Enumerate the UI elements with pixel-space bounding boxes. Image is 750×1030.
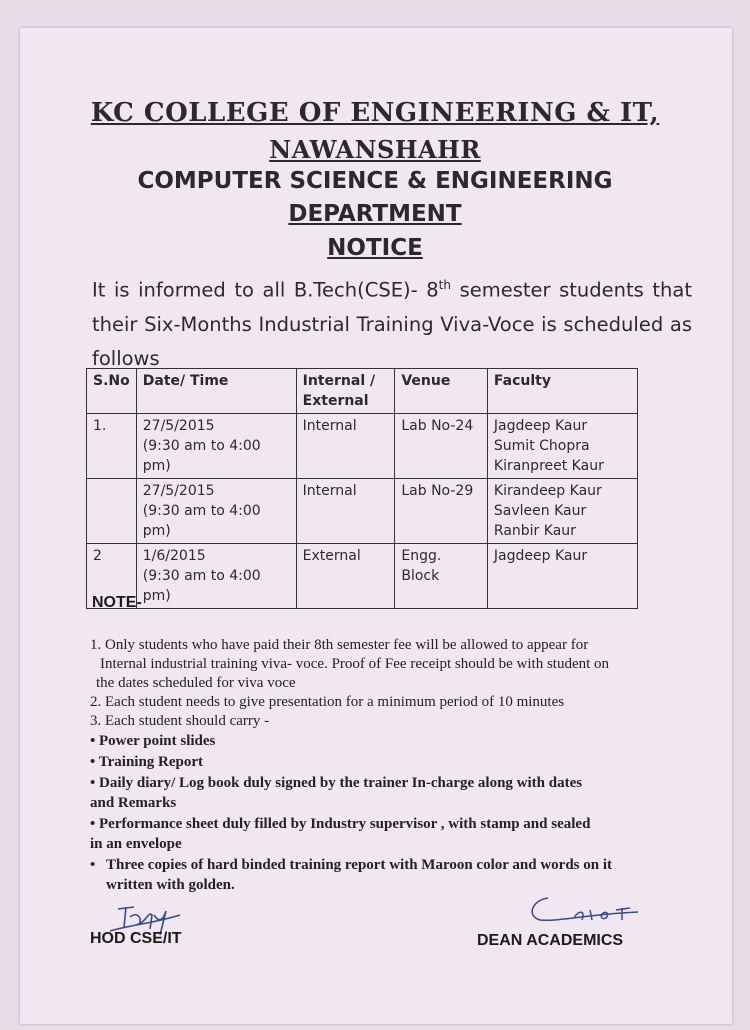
cell-venue: Engg. Block <box>395 544 488 609</box>
cell-faculty: Jagdeep Kaur <box>487 544 637 609</box>
note-2: 2. Each student needs to give presentation for a minimum period of 10 minutes <box>90 694 565 710</box>
college-city: NAWANSHAHR <box>269 135 481 164</box>
cell-date-time: 27/5/2015 (9:30 am to 4:00 pm) <box>136 479 296 544</box>
cell-date-time: 27/5/2015 (9:30 am to 4:00 pm) <box>136 414 296 479</box>
table-row <box>87 479 638 544</box>
note-1-line-1: 1. Only students who have paid their 8th semester fee will be allowed to appear for <box>90 637 589 653</box>
header-date-time: Date/ Time <box>136 369 296 414</box>
bullet-training-report: • Training Report <box>90 754 204 770</box>
department-line-1: COMPUTER SCIENCE & ENGINEERING <box>137 168 613 194</box>
notice-heading: NOTICE <box>327 235 423 261</box>
cell-venue: Lab No-29 <box>395 479 488 544</box>
cell-sno <box>87 479 137 544</box>
dean-signature-icon <box>518 888 658 938</box>
cell-type: Internal <box>296 479 395 544</box>
intro-paragraph: It is informed to all B.Tech(CSE)- 8th semester students that their Six-Months Industrial Training Viva-Voce is scheduled as follows <box>92 278 692 370</box>
cell-sno: 2 <box>87 544 137 609</box>
schedule-table <box>86 368 638 609</box>
bullet-performance-sheet: • Performance sheet duly filled by Industry supervisor , with stamp and sealed <box>90 816 591 832</box>
table-row <box>87 414 638 479</box>
note-3: 3. Each student should carry - <box>90 713 270 729</box>
bullet-copies-cont: written with golden. <box>106 877 235 893</box>
bullet-power-point: • Power point slides <box>90 733 216 749</box>
college-name: KC COLLEGE OF ENGINEERING & IT, <box>90 98 660 128</box>
table-header-row <box>87 369 638 414</box>
note-heading: NOTE- <box>92 594 142 611</box>
cell-type: Internal <box>296 414 395 479</box>
note-1-line-3: the dates scheduled for viva voce <box>96 675 296 691</box>
table-row <box>87 544 638 609</box>
note-1-line-2: Internal industrial training viva- voce. Proof of Fee receipt should be with student on <box>100 656 610 672</box>
bullet-performance-sheet-cont: in an envelope <box>90 836 182 852</box>
bullet-daily-diary: • Daily diary/ Log book duly signed by the trainer In-charge along with dates <box>90 775 583 791</box>
cell-date-time: 1/6/2015 (9:30 am to 4:00 pm) <box>136 544 296 609</box>
bullet-daily-diary-cont: and Remarks <box>90 795 177 811</box>
bullet-copies: • Three copies of hard binded training report with Maroon color and words on it <box>90 857 613 873</box>
dean-label: DEAN ACADEMICS <box>477 932 624 949</box>
cell-sno: 1. <box>87 414 137 479</box>
cell-faculty: Kirandeep Kaur Savleen Kaur Ranbir Kaur <box>487 479 637 544</box>
notes-list <box>90 636 670 895</box>
cell-venue: Lab No-24 <box>395 414 488 479</box>
cell-type: External <box>296 544 395 609</box>
header-sno: S.No <box>87 369 137 414</box>
hod-label: HOD CSE/IT <box>90 930 182 947</box>
header-internal-external: Internal / External <box>296 369 395 414</box>
header-venue: Venue <box>395 369 488 414</box>
header-faculty: Faculty <box>487 369 637 414</box>
department-line-2: DEPARTMENT <box>288 201 462 227</box>
cell-faculty: Jagdeep Kaur Sumit Chopra Kiranpreet Kaur <box>487 414 637 479</box>
